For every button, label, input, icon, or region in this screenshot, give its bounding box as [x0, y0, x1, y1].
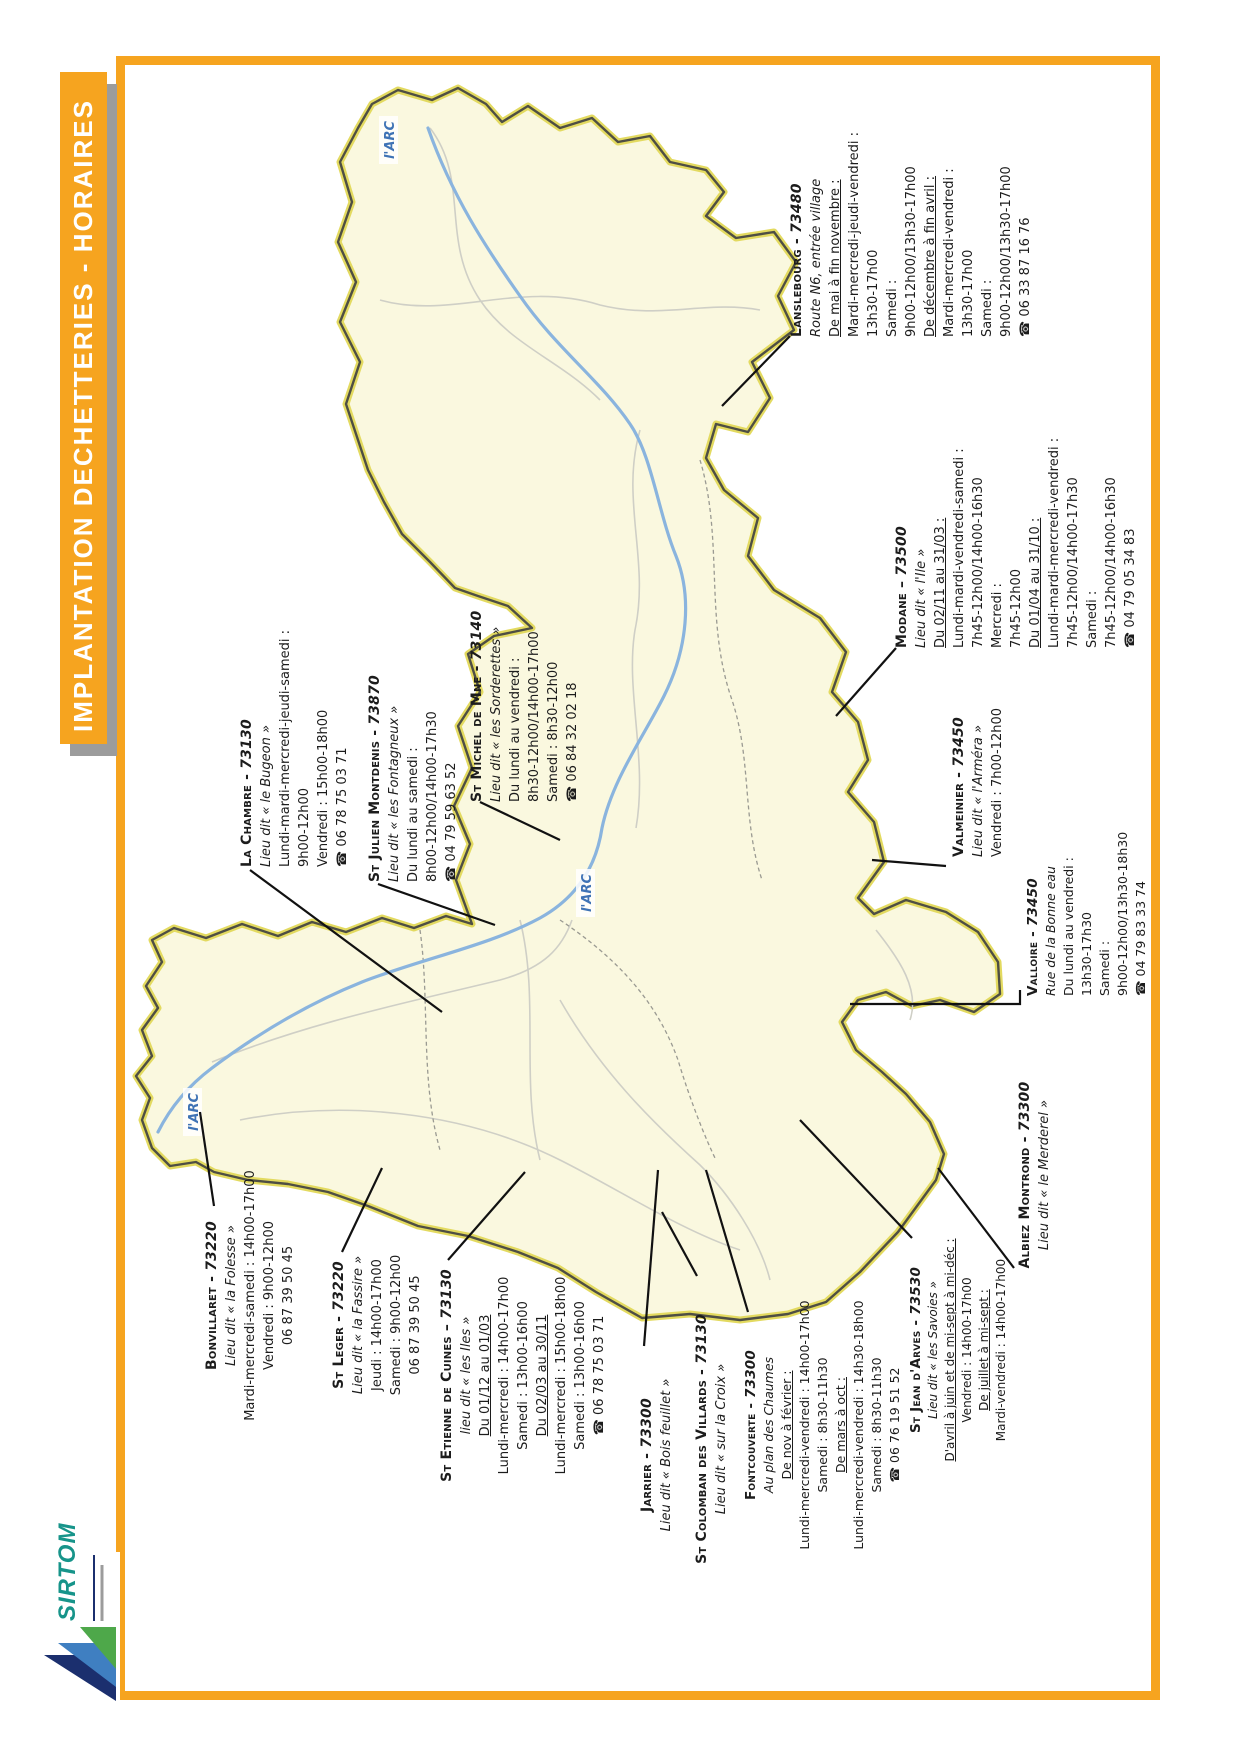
site-line: Lundi-mardi-mercredi-jeudi-samedi :: [278, 629, 293, 867]
logo-wordmark: SIRTOM: [54, 1522, 81, 1621]
site-title: Valmeinier - 73450: [951, 717, 967, 857]
site-line: Samedi : 8h30-11h30: [869, 1357, 884, 1493]
site-lanslebourg: [788, 85, 1035, 337]
site-st-etienne-de-cuines: [438, 1178, 610, 1573]
river-label: l'ARC: [383, 120, 398, 160]
site-line: Lieu dit « sur la Croix »: [714, 1363, 729, 1515]
site-line: Lieu dit « Bois feuillet »: [659, 1378, 674, 1532]
site-line: 9h00-12h00/13h30-18h30: [1115, 831, 1130, 996]
site-line: De mai à fin novembre :: [828, 179, 843, 337]
site-line: Vendredi : 14h00-17h00: [960, 1277, 974, 1423]
site-title: St Michel de Mne - 73140: [469, 610, 485, 802]
site-st-michel-de-mne: [468, 560, 583, 802]
site-line: Samedi : 8h30-11h30: [815, 1357, 830, 1493]
site-line: 06 87 39 50 45: [281, 1245, 296, 1346]
site-valloire: [1024, 756, 1150, 996]
site-line: Samedi :: [1097, 940, 1112, 996]
site-line: ☎ 06 76 19 51 52: [887, 1367, 902, 1483]
site-title: Fontcouverte - 73300: [743, 1350, 759, 1501]
site-line: 7h45-12h00: [1009, 568, 1024, 648]
site-line: 9h00-12h00/13h30-17h00: [904, 166, 919, 337]
site-line: Lundi-mercredi-vendredi : 14h00-17h00: [797, 1300, 812, 1550]
site-line: 7h45-12h00/14h00-17h30: [1066, 477, 1081, 648]
site-st-jean-d-arves: [908, 1130, 1012, 1570]
site-line: Du 01/12 au 01/03: [478, 1314, 493, 1437]
site-line: 13h30-17h00: [866, 249, 881, 337]
site-line: ☎ 06 84 32 02 18: [565, 682, 580, 802]
site-title: Jarrier - 73300: [639, 1398, 655, 1512]
site-bonvillaret: [203, 1128, 299, 1463]
site-line: Samedi :: [885, 279, 900, 337]
site-line: 13h30-17h30: [1079, 912, 1094, 996]
site-line: Vendredi : 15h00-18h00: [316, 709, 331, 867]
site-line: De juillet à mi-sept :: [977, 1289, 991, 1411]
site-line: Du lundi au vendredi :: [1061, 857, 1076, 996]
site-line: Mardi-mercredi-jeudi-vendredi :: [847, 131, 862, 337]
site-line: Lieu dit « la Folesse »: [224, 1225, 239, 1366]
site-line: Samedi :: [1085, 590, 1100, 648]
site-title: Bonvillaret - 73220: [204, 1221, 220, 1370]
site-line: Rue de la Bonne eau: [1043, 866, 1058, 996]
site-line: ☎ 06 78 75 03 71: [592, 1315, 607, 1436]
site-line: Du lundi au vendredi :: [508, 657, 523, 802]
site-line: ☎ 06 78 75 03 71: [335, 747, 350, 867]
site-line: Samedi : 8h30-12h00: [546, 661, 561, 802]
site-line: Lieu dit « les Savoies »: [926, 1281, 940, 1419]
site-line: Vendredi : 7h00-12h00: [990, 707, 1005, 857]
site-line: Du 02/03 au 30/11: [535, 1314, 550, 1437]
site-fontcouverte: [742, 1245, 904, 1605]
site-line: 06 87 39 50 45: [408, 1275, 423, 1375]
site-title: St Julien Montdenis - 73870: [367, 675, 383, 882]
site-title: St Etienne de Cuines – 73130: [439, 1269, 455, 1482]
site-line: Du lundi au samedi :: [406, 747, 421, 882]
site-line: Au plan des Chaumes: [761, 1356, 776, 1494]
site-line: Mardi-vendredi : 14h00-17h00: [994, 1258, 1008, 1442]
sirtom-logo: [36, 1522, 120, 1705]
site-line: Lieu dit « les Fontagneux »: [387, 705, 402, 882]
site-title: St Colomban des Villards - 73130: [694, 1314, 710, 1564]
site-line: Samedi :: [980, 279, 995, 337]
site-line: 8h30-12h00/14h00-17h00: [527, 631, 542, 802]
site-jarrier: [638, 1350, 678, 1560]
site-line: 9h00-12h00: [297, 787, 312, 867]
site-la-chambre: [238, 575, 353, 867]
site-title: St Leger - 73220: [331, 1261, 347, 1389]
site-line: 8h00-12h00/14h00-17h30: [425, 711, 440, 882]
site-line: Mardi-mercredi-samedi : 14h00-17h00: [243, 1170, 258, 1421]
site-line: Lieu dit « l'Arméra »: [971, 724, 986, 857]
river-label: l'ARC: [187, 1092, 202, 1132]
page-title: IMPLANTATION DECHETTERIES - HORAIRES: [68, 99, 98, 732]
site-line: Lundi-mercredi : 15h00-18h00: [554, 1276, 569, 1475]
site-line: Jeudi : 14h00-17h00: [370, 1259, 385, 1391]
site-line: Lundi-mardi-mercredi-vendredi :: [1047, 437, 1062, 648]
site-line: De mars à oct :: [833, 1377, 848, 1473]
site-line: Samedi : 9h00-12h00: [389, 1254, 404, 1396]
site-title: St Jean d'Arves - 73530: [908, 1266, 924, 1434]
site-line: 7h45-12h00/14h00-16h30: [1104, 477, 1119, 648]
site-line: ☎ 04 79 59 63 52: [444, 762, 459, 882]
site-line: Lieu dit « le Bugeon »: [259, 725, 274, 867]
site-st-leger: [330, 1175, 426, 1475]
site-line: Lieu dit « l'Ile »: [914, 548, 929, 648]
site-line: 13h30-17h00: [961, 249, 976, 337]
site-line: Lieu dit « le Merderel »: [1037, 1099, 1052, 1251]
site-line: D'avril à juin et de mi-sept à mi-déc :: [943, 1238, 957, 1462]
site-line: Mardi-mercredi-vendredi :: [942, 168, 957, 337]
site-modane: [893, 398, 1140, 648]
site-line: lieu dit « les Iles »: [459, 1316, 474, 1435]
site-line: 7h45-12h00/14h00-16h30: [971, 477, 986, 648]
site-line: Lundi-mercredi-vendredi : 14h30-18h00: [851, 1300, 866, 1550]
site-line: Du 01/04 au 31/10 :: [1028, 517, 1043, 648]
site-line: Route N6, entrée village: [809, 178, 824, 337]
site-line: De décembre à fin avril :: [923, 175, 938, 337]
site-line: Lieu dit « les Sorderettes »: [489, 626, 504, 802]
site-line: ☎ 04 79 83 33 74: [1133, 881, 1148, 996]
site-title: Albiez Montrond - 73300: [1017, 1081, 1033, 1269]
site-line: Mercredi :: [990, 583, 1005, 648]
site-line: Samedi : 13h00-16h00: [516, 1301, 531, 1450]
site-line: ☎ 04 79 05 34 83: [1123, 528, 1138, 648]
site-title: Modane – 73500: [894, 526, 910, 648]
site-title: La Chambre - 73130: [239, 719, 255, 867]
site-title: Valloire - 73450: [1025, 878, 1041, 996]
site-line: 9h00-12h00/13h30-17h00: [999, 166, 1014, 337]
site-title: Lanslebourg - 73480: [789, 183, 805, 337]
site-valmeinier: [950, 645, 1008, 857]
site-line: Vendredi : 9h00-12h00: [262, 1221, 277, 1371]
site-line: Lundi-mardi-vendredi-samedi :: [952, 448, 967, 648]
site-st-colomban-des-villards: [693, 1280, 733, 1598]
site-line: ☎ 06 33 87 16 76: [1018, 217, 1033, 337]
site-st-julien-montdenis: [366, 590, 462, 882]
site-line: Lieu dit « la Fassire »: [351, 1255, 366, 1395]
site-line: Samedi : 13h00-16h00: [573, 1301, 588, 1450]
site-line: De nov à février :: [779, 1370, 794, 1480]
site-line: Du 02/11 au 31/03 :: [933, 517, 948, 648]
site-line: Lundi-mercredi : 14h00-17h00: [497, 1276, 512, 1475]
river-label: l'ARC: [580, 873, 595, 913]
site-albiez-montrond: [1016, 1008, 1056, 1342]
